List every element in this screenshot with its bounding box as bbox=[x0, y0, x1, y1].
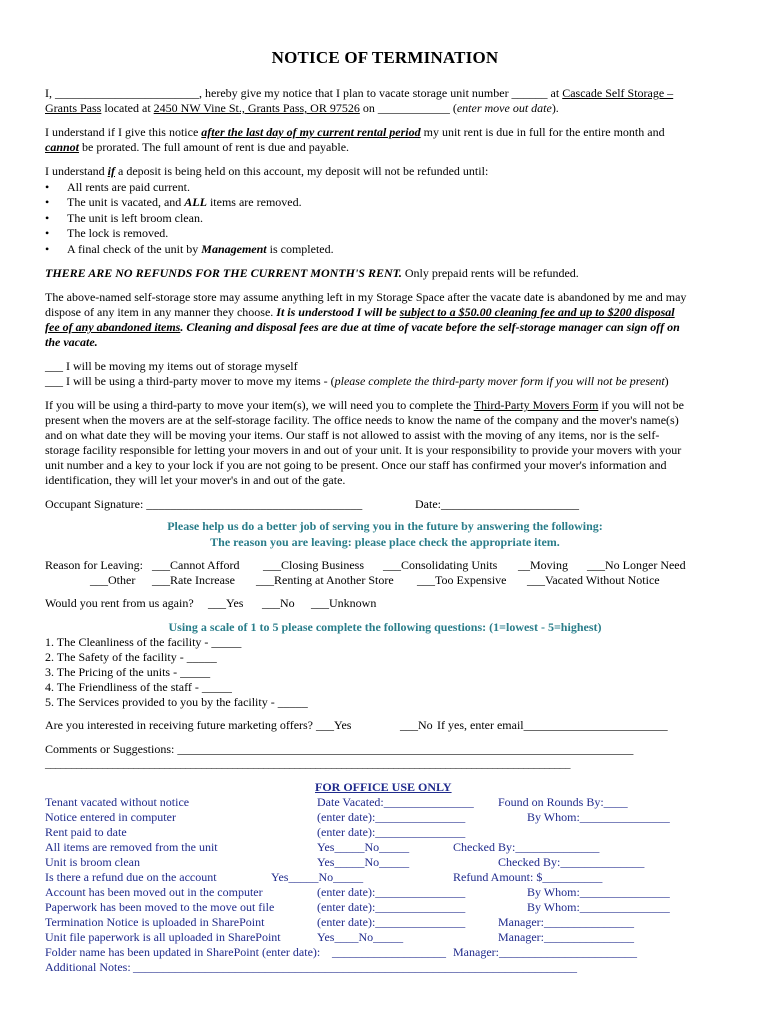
bullet-text: The unit is left broom clean. bbox=[67, 211, 203, 225]
rent-again-no[interactable]: ___No bbox=[262, 596, 295, 610]
intro-text: ). bbox=[551, 101, 559, 115]
thirdparty-line-1 bbox=[45, 398, 684, 413]
moving-option-self[interactable]: ___ I will be moving my items out of storage myself bbox=[45, 359, 298, 373]
list-item: • The unit is left broom clean. bbox=[45, 211, 203, 225]
movers-form-link: Third-Party Movers Form bbox=[473, 398, 599, 412]
office-row-label: Rent paid to date bbox=[45, 825, 127, 839]
reason-cannot-afford[interactable]: ___Cannot Afford bbox=[152, 558, 240, 572]
office-date-field[interactable]: (enter date):_______________ bbox=[317, 900, 466, 914]
thirdparty-text: if you will not be bbox=[598, 398, 685, 412]
facility-city: Grants Pass bbox=[45, 101, 102, 115]
rent-again-yes[interactable]: ___Yes bbox=[208, 596, 244, 610]
reason-consolidating-units[interactable]: ___Consolidating Units bbox=[383, 558, 498, 572]
page-title: NOTICE OF TERMINATION bbox=[271, 48, 499, 67]
scale-heading: Using a scale of 1 to 5 please complete the following questions: (1=lowest - 5=highest) bbox=[168, 620, 602, 634]
no-refund-emphasis: THERE ARE NO REFUNDS FOR THE CURRENT MONTH'S RENT. bbox=[45, 266, 402, 280]
moving-text: ) bbox=[664, 374, 669, 388]
office-by-whom-field[interactable]: By Whom:_______________ bbox=[527, 885, 670, 899]
survey-subheading: The reason you are leaving: please place check the appropriate item. bbox=[210, 535, 560, 549]
rent-line-1 bbox=[45, 125, 665, 140]
deposit-text: I understand bbox=[45, 164, 108, 178]
office-yes-no-field[interactable]: Yes_____No_____ bbox=[317, 855, 410, 869]
office-date-field[interactable]: (enter date):_______________ bbox=[317, 885, 466, 899]
list-item: • The unit is vacated, and ALL items are removed. bbox=[45, 195, 302, 209]
scale-item[interactable]: 4. The Friendliness of the staff - _____ bbox=[45, 680, 232, 694]
reason-closing-business[interactable]: ___Closing Business bbox=[263, 558, 365, 572]
office-date-vacated-field[interactable]: Date Vacated:_______________ bbox=[317, 795, 474, 809]
office-row-label: All items are removed from the unit bbox=[45, 840, 218, 854]
office-checked-by-field[interactable]: Checked By:______________ bbox=[498, 855, 645, 869]
intro-text: I, ________________________, hereby give my notice that I plan to vacate storage unit number ______ at bbox=[45, 86, 563, 100]
reason-no-longer-need[interactable]: ___No Longer Need bbox=[587, 558, 686, 572]
abandon-line-3 bbox=[45, 320, 680, 335]
if-emphasis: if bbox=[107, 164, 115, 178]
occupant-signature-field[interactable]: Occupant Signature: ____________________________________ bbox=[45, 497, 363, 511]
office-checked-by-field[interactable]: Checked By:______________ bbox=[453, 840, 600, 854]
rent-again-question: Would you rent from us again? bbox=[45, 596, 194, 610]
abandon-line-1: The above-named self-storage store may assume anything left in my Storage Space after the vacate date is abandoned by me and may bbox=[45, 290, 687, 304]
office-yes-no-field[interactable]: Yes_____No_____ bbox=[317, 840, 410, 854]
intro-text: on ____________ ( bbox=[359, 101, 457, 115]
abandon-emphasis: It is understood I will be bbox=[276, 305, 400, 319]
intro-line-1 bbox=[45, 86, 673, 101]
comments-field[interactable]: Comments or Suggestions: ____________________________________________________________________________ bbox=[45, 742, 634, 756]
thirdparty-line-4: storage facility responsible for letting your movers in and out of your unit. It is your responsibility to provide your movers with your bbox=[45, 443, 682, 457]
office-row-label: Account has been moved out in the computer bbox=[45, 885, 263, 899]
scale-item[interactable]: 2. The Safety of the facility - _____ bbox=[45, 650, 217, 664]
reason-label: Reason for Leaving: bbox=[45, 558, 143, 572]
bullet-text: All rents are paid current. bbox=[67, 180, 190, 194]
signature-date-field[interactable]: Date:_______________________ bbox=[415, 497, 579, 511]
office-row-label: Notice entered in computer bbox=[45, 810, 176, 824]
office-row-label: Tenant vacated without notice bbox=[45, 795, 190, 809]
office-notes-field[interactable]: __________________________________________________________________________ bbox=[133, 960, 577, 974]
reason-too-expensive[interactable]: ___Too Expensive bbox=[417, 573, 507, 587]
cannot-emphasis: cannot bbox=[45, 140, 80, 154]
thirdparty-text: If you will be using a third-party to move your item(s), we will need you to complete the bbox=[45, 398, 474, 412]
fee-emphasis: fee of any abandoned items bbox=[45, 320, 181, 334]
office-row-label: Unit is broom clean bbox=[45, 855, 140, 869]
bullet-text: items are removed. bbox=[206, 195, 302, 209]
no-refund-text: Only prepaid rents will be refunded. bbox=[401, 266, 579, 280]
rent-again-unknown[interactable]: ___Unknown bbox=[311, 596, 377, 610]
office-folder-date-field[interactable]: ___________________ bbox=[332, 945, 446, 959]
office-row-label: Additional Notes: bbox=[45, 960, 131, 974]
mover-form-hint: please complete the third-party mover form if you will not be present bbox=[334, 374, 665, 388]
office-date-field[interactable]: (enter date):_______________ bbox=[317, 810, 466, 824]
office-row-label: Folder name has been updated in SharePoint (enter date): bbox=[45, 945, 321, 959]
office-date-field[interactable]: (enter date):_______________ bbox=[317, 825, 466, 839]
marketing-no[interactable]: ___No bbox=[400, 718, 433, 732]
bullet-text: The unit is vacated, and bbox=[67, 195, 185, 209]
thirdparty-line-6: identification, they will let your mover's in and out of the gate. bbox=[45, 473, 346, 487]
deposit-intro bbox=[45, 164, 488, 179]
comments-field-line-2[interactable]: _____________________________________________________________________________________________________ bbox=[45, 758, 571, 770]
reason-moving[interactable]: __Moving bbox=[518, 558, 569, 572]
office-manager-field[interactable]: Manager:_______________ bbox=[498, 930, 634, 944]
rent-text: be prorated. The full amount of rent is due and payable. bbox=[79, 140, 350, 154]
facility-address: 2450 NW Vine St., Grants Pass, OR 97526 bbox=[153, 101, 360, 115]
abandon-text: dispose of any item in any manner they choose. bbox=[45, 305, 277, 319]
no-refund-line bbox=[45, 266, 579, 281]
rent-text: my unit rent is due in full for the entire month and bbox=[420, 125, 665, 139]
rent-line-2 bbox=[45, 140, 349, 155]
reason-rate-increase[interactable]: ___Rate Increase bbox=[152, 573, 235, 587]
intro-line-2 bbox=[45, 101, 559, 116]
thirdparty-line-3: and on what date they will be moving your items. Our staff is not allowed to assist with the moving of any items, nor is the self- bbox=[45, 428, 660, 442]
office-use-title: FOR OFFICE USE ONLY bbox=[315, 780, 452, 794]
office-refund-amount-field[interactable]: Refund Amount: $__________ bbox=[453, 870, 603, 884]
reason-renting-elsewhere[interactable]: ___Renting at Another Store bbox=[256, 573, 394, 587]
scale-item[interactable]: 1. The Cleanliness of the facility - _____ bbox=[45, 635, 242, 649]
bullet-text: A final check of the unit by bbox=[67, 242, 202, 256]
fee-emphasis: subject to a $50.00 cleaning fee and up to $200 disposal bbox=[399, 305, 675, 319]
deposit-text: a deposit is being held on this account, my deposit will not be refunded until: bbox=[115, 164, 489, 178]
facility-name: Cascade Self Storage – bbox=[562, 86, 674, 100]
list-item: • A final check of the unit by Management is completed. bbox=[45, 242, 334, 256]
moving-text: ___ I will be using a third-party mover to move my items - ( bbox=[45, 374, 335, 388]
office-refund-yes-no-field[interactable]: Yes_____No_____ bbox=[271, 870, 364, 884]
reason-other[interactable]: ___Other bbox=[90, 573, 136, 587]
intro-text: located at bbox=[101, 101, 154, 115]
office-row-label: Termination Notice is uploaded in SharePoint bbox=[45, 915, 265, 929]
office-yes-no-field[interactable]: Yes____No_____ bbox=[317, 930, 404, 944]
list-item: • All rents are paid current. bbox=[45, 180, 190, 194]
all-emphasis: ALL bbox=[184, 195, 207, 209]
thirdparty-line-2: present when the movers are at the self-storage facility. The office needs to know the name of the company and the mover's name(s) bbox=[45, 413, 679, 427]
abandon-emphasis: . Cleaning and disposal fees are due at time of vacate before the self-storage manager can sign off on bbox=[180, 320, 680, 334]
abandon-line-4: the vacate. bbox=[45, 335, 98, 349]
marketing-question[interactable]: Are you interested in receiving future marketing offers? ___Yes bbox=[45, 718, 352, 732]
scale-item[interactable]: 5. The Services provided to you by the facility - _____ bbox=[45, 695, 308, 709]
office-manager-field[interactable]: Manager:_______________ bbox=[498, 915, 634, 929]
office-row-label: Paperwork has been moved to the move out file bbox=[45, 900, 275, 914]
marketing-email-field[interactable]: If yes, enter email________________________ bbox=[437, 718, 668, 732]
reason-vacated-without-notice[interactable]: ___Vacated Without Notice bbox=[527, 573, 660, 587]
move-out-hint: enter move out date bbox=[456, 101, 552, 115]
office-by-whom-field[interactable]: By Whom:_______________ bbox=[527, 810, 670, 824]
abandon-line-2 bbox=[45, 305, 675, 320]
thirdparty-line-5: unit number and a key to your lock if you are not going to be present. Once our staff has confirmed your mover's information and bbox=[45, 458, 667, 472]
moving-option-mover[interactable] bbox=[45, 374, 669, 389]
survey-heading: Please help us do a better job of serving you in the future by answering the following: bbox=[167, 519, 603, 533]
list-item: • The lock is removed. bbox=[45, 226, 169, 240]
office-folder-manager-field[interactable]: Manager:_______________________ bbox=[453, 945, 637, 959]
rental-period-emphasis: after the last day of my current rental period bbox=[201, 125, 421, 139]
scale-item[interactable]: 3. The Pricing of the units - _____ bbox=[45, 665, 211, 679]
rent-text: I understand if I give this notice bbox=[45, 125, 202, 139]
office-row-label: Unit file paperwork is all uploaded in SharePoint bbox=[45, 930, 281, 944]
management-emphasis: Management bbox=[201, 242, 267, 256]
bullet-text: The lock is removed. bbox=[67, 226, 169, 240]
office-date-field[interactable]: (enter date):_______________ bbox=[317, 915, 466, 929]
office-found-by-field[interactable]: Found on Rounds By:____ bbox=[498, 795, 628, 809]
office-row-label: Is there a refund due on the account bbox=[45, 870, 217, 884]
bullet-text: is completed. bbox=[266, 242, 334, 256]
office-by-whom-field[interactable]: By Whom:_______________ bbox=[527, 900, 670, 914]
